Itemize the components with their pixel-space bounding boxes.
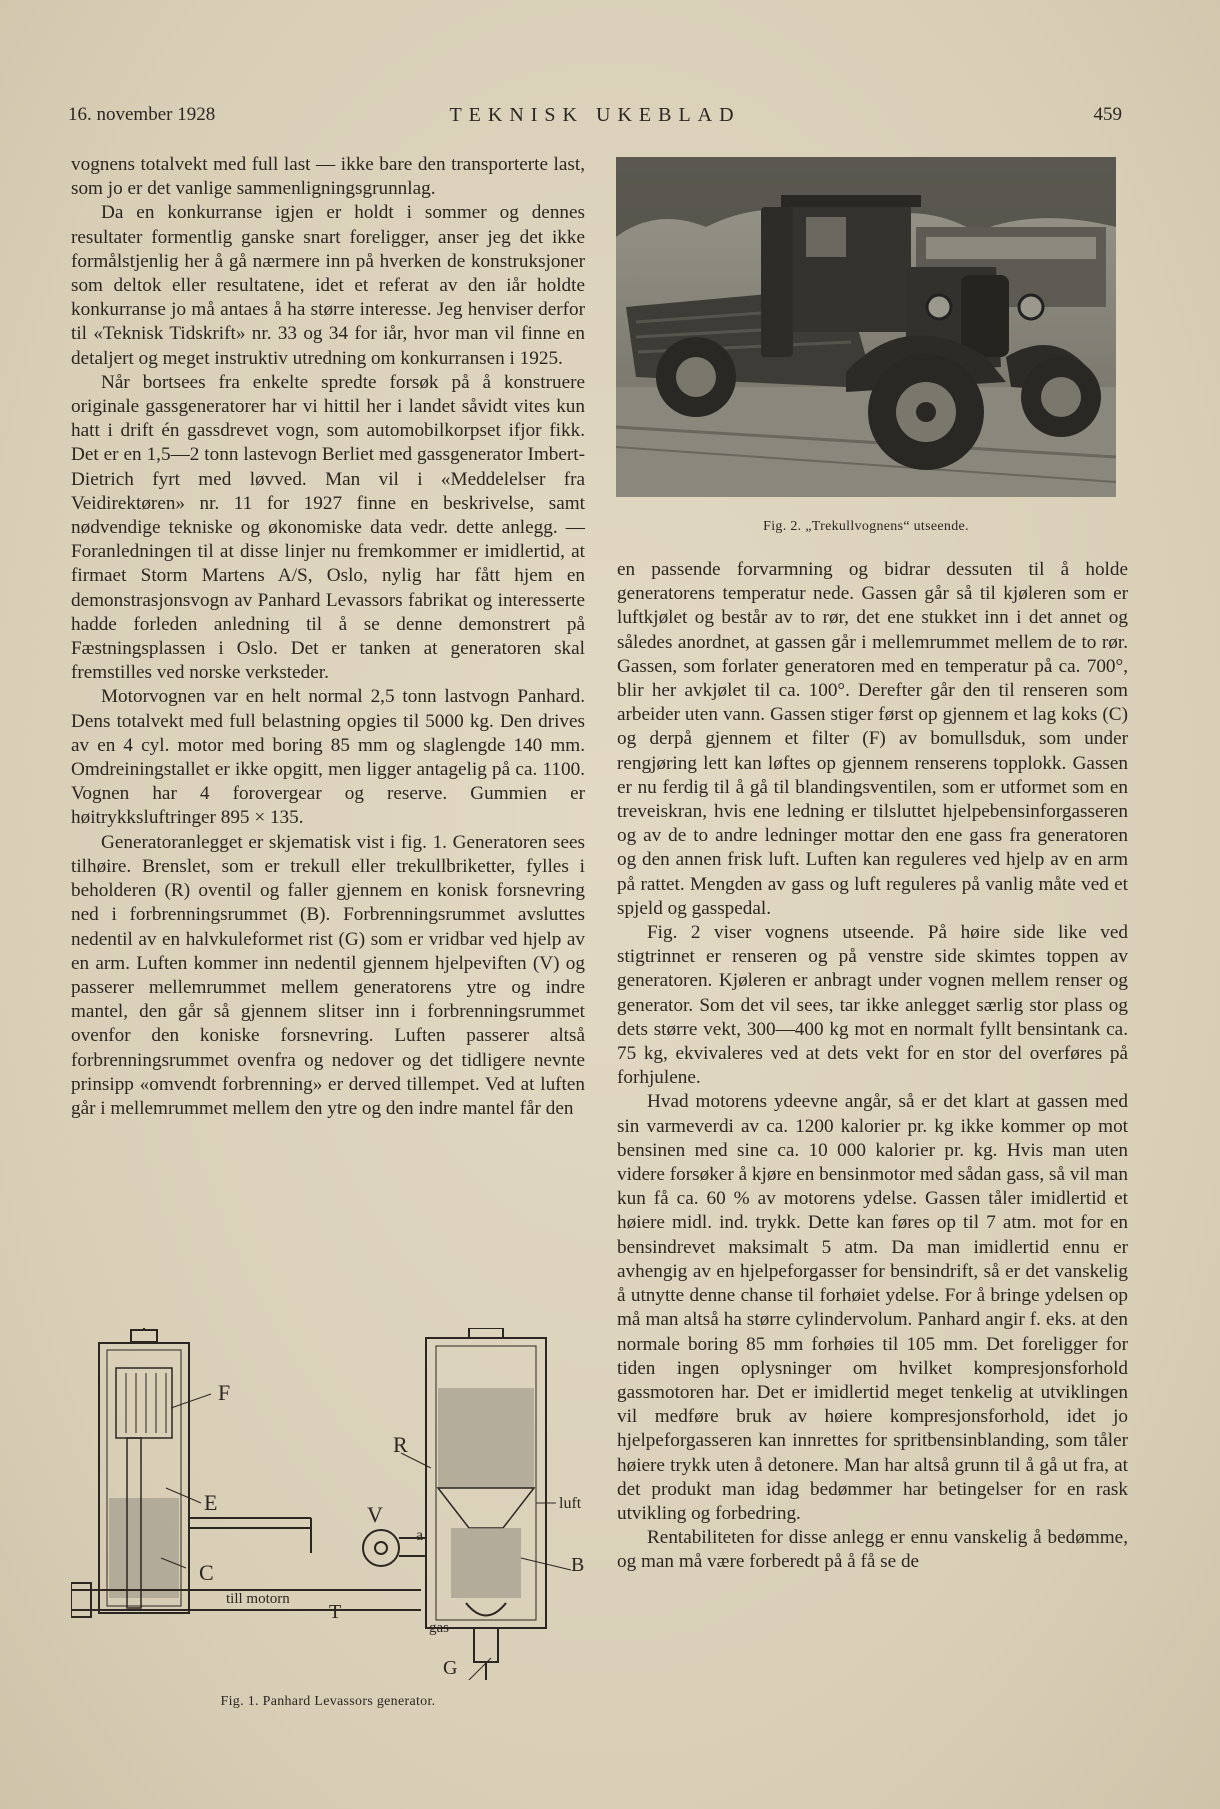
generator-diagram [71, 1328, 601, 1680]
journal-title: TEKNISK UKEBLAD [449, 104, 741, 126]
label-G: G [443, 1657, 458, 1679]
page-number: 459 [1093, 104, 1122, 125]
label-B: B [571, 1554, 585, 1576]
paragraph: en passende forvarmning og bidrar dessuten til å holde generatorens temperatur nede. Gassen går så til kjøleren som er luftkjølet og består av to rør, det ene stukket inn i det annet og således anordnet, at gassen går i mellemrummet mellem de to rør. Gassen, som forlater generatoren med en temperatur på ca. 700°, blir her avkjølet til ca. 100°. Derefter går den til renseren som arbeider uten vann. Gassen stiger først op gjennem et lag koks (C) og derpå gjennem et filter (F) av bomullsduk, som under rengjøring lett kan løftes op gjennem renserens topplokk. Gassen er nu ferdig til å gå til blandingsventilen, som er utformet som en treveiskran, hvis ene ledning er tilsluttet hjelpebensinforgasseren og av de to andre ledninger mottar den ene gass fra generatoren og den annen frisk luft. Luften kan reguleres ved hjelp av en arm på rattet. Mengden av gass og luft reguleres på vanlig måte ved et spjeld og gasspedal. [617, 559, 1128, 919]
label-T: T [329, 1601, 342, 1623]
label-R: R [393, 1432, 408, 1457]
paragraph: Motorvognen var en helt normal 2,5 tonn lastvogn Panhard. Dens totalvekt med full belastning opgies til 5000 kg. Den drives av en 4 cyl. motor med boring 85 mm og slaglengde 140 mm. Omdreiningstallet er ikke opgitt, men ligger antagelig på ca. 1100. Vognen har 4 forovergear og reserve. Gummien er høitrykksluftringer 895 × 135. [71, 686, 585, 829]
paragraph: Hvad motorens ydeevne angår, så er det klart at gassen med sin varmeverdi av ca. 1200 kalorier pr. kg ikke kommer op mot bensinen med sine ca. 10 000 kalorier pr. kg. Hvis man uten videre forsøker å kjøre en bensinmotor med sådan gass, så vil man kun få ca. 60 % av motorens ydelse. Gassen tåler imidlertid et høiere midl. ind. trykk. Dette kan føres op til 7 atm. mot for en bensindrevet maksimalt 5 atm. Da man imidlertid ennu er avhengig av en hjelpeforgasser for bensindrift, så er det vanskelig å utnytte denne chanse til forhøiet ydelse. For å bringe ydelsen op må man altså ha større cylindervolum. Panhard angir f. eks. at den normale boring 85 mm forhøies til 105 mm. Det foreligger for tiden ingen oplysninger om hvilket kompresjonsforhold gassmotoren har. Det er imidlertid meget tenkelig at utviklingen vil medføre bruk av høiere kompresjonsforhold, idet jo hjelpeforgasseren kan innrettes for spritbensinblanding, som tåler høiere trykk uten å detonere. Man har altså grunn til å gå ut fra, at det produkt man idag bedømmer har betingelser for en rask utvikling og forbedring. [617, 1091, 1128, 1524]
figure-2-caption: Fig. 2. „Trekullvognens“ utseende. [763, 519, 969, 534]
left-column [71, 153, 585, 1121]
label-gas: gas [429, 1620, 449, 1636]
page-header [68, 104, 1122, 132]
paragraph: Fig. 2 viser vognens utseende. På høire side like ved stigtrinnet er renseren og på venstre side skimtes toppen av generatoren. Kjøleren er anbragt under vognen mellem renser og generator. Som det vil sees, tar ikke anlegget særlig stor plass og dets større vekt, 300—400 kg mot en normalt fyllt bensintank ca. 75 kg, ekvivaleres ved at dets vekt for en stor del overføres på forhjulene. [617, 922, 1128, 1089]
paragraph: Rentabiliteten for disse anlegg er ennu vanskelig å bedømme, og man må være forberedt på å få se de [617, 1527, 1128, 1573]
paragraph: Da en konkurranse igjen er holdt i sommer og dennes resultater formentlig ganske snart foreligger, anser jeg det ikke formålstjenlig her å gå nærmere inn på hverken de konstruksjoner som deltok eller resultatene, idet et referat av den iår holdte konkurranse jo må antaes å ha større interesse. Jeg henviser derfor til «Teknisk Tidskrift» nr. 33 og 34 for iår, hvor man vil finne en detaljert og meget instruktiv utredning om konkurransen i 1925. [71, 202, 585, 369]
label-F: F [218, 1380, 231, 1405]
header-date: 16. november 1928 [68, 104, 216, 125]
truck-photo [616, 157, 1116, 497]
label-a: a [416, 1527, 424, 1544]
label-C: C [199, 1560, 214, 1585]
figure-1-caption: Fig. 1. Panhard Levassors generator. [220, 1694, 436, 1709]
right-column [617, 558, 1128, 1575]
paragraph: vognens totalvekt med full last — ikke bare den transporterte last, som jo er det vanlige sammenligningsgrunnlag. [71, 154, 585, 200]
truck-photo-image [616, 157, 1116, 497]
paragraph: Når bortsees fra enkelte spredte forsøk på å konstruere originale gassgeneratorer har vi hittil her i landet såvidt vites kun hatt i drift én gassdrevet vogn, som automobilkorpset ifjor fikk. Det er en 1,5—2 tonn lastevogn Berliet med gassgenerator Imbert-Dietrich fyrt med løvved. Man vil i «Meddelelser fra Veidirektøren» nr. 11 for 1927 finne en beskrivelse, samt nødvendige tekniske og økonomiske data vedr. dette anlegg. — Foranledningen til at disse linjer nu fremkommer er imidlertid, at firmaet Storm Martens A/S, Oslo, nylig har fått hjem en demonstrasjonsvogn av Panhard Levassors fabrikat og interesserte hadde forleden anledning til å se denne demonstrert på Fæstningsplassen i Oslo. Det er tanken at generatoren skal fremstilles ved norske verksteder. [71, 371, 585, 684]
label-E: E [204, 1490, 218, 1515]
label-till-motorn: till motorn [226, 1591, 290, 1607]
cleaner-drawing [99, 1328, 189, 1613]
label-V: V [367, 1502, 383, 1527]
label-luft: luft [559, 1495, 582, 1512]
paragraph: Generatoranlegget er skjematisk vist i fig. 1. Generatoren sees tilhøire. Brenslet, som er trekull eller trekullbriketter, fylles i beholderen (R) oventil og faller gjennem en konisk forsnevring ned i forbrenningsrummet (B). Forbrenningsrummet avsluttes nedentil av en halvkuleformet rist (G) som er vridbar ved hjelp av en arm. Luften kommer inn nedentil gjennem hjelpeviften (V) og passerer mellemrummet mellem generatorens ytre og indre mantel, den går så gjennem slitser inn i forbrenningsrummet ovenfor den koniske forsnevring. Luften passerer altså forbrenningsrummet ovenfra og nedover og det tidligere nevnte prinsipp «omvendt forbrenning» er derved tillempet. Ved at luften går i mellemrummet mellem den ytre og den indre mantel får den [71, 831, 585, 1119]
